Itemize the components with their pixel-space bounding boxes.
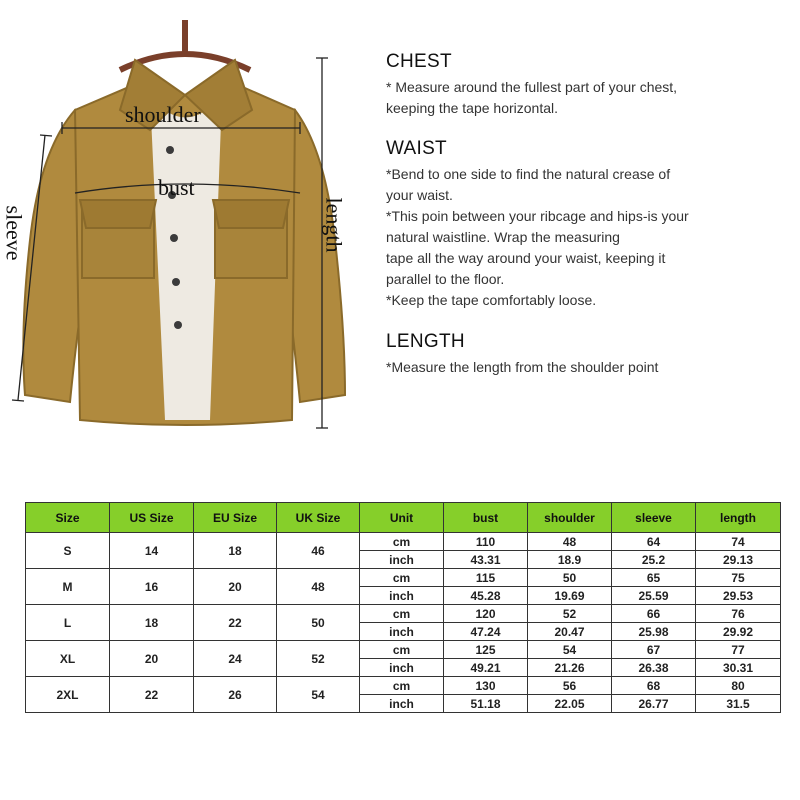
sleeve-cell: 65: [612, 569, 696, 587]
us-size-cell: 20: [110, 641, 194, 677]
bust-cell: 47.24: [444, 623, 528, 641]
header-size: Size: [26, 503, 110, 533]
chest-line: keeping the tape horizontal.: [386, 100, 559, 116]
unit-cell: inch: [360, 659, 444, 677]
waist-line: *Keep the tape comfortably loose.: [386, 292, 597, 308]
length-line: *Measure the length from the shoulder point: [386, 359, 659, 375]
waist-line: parallel to the floor.: [386, 271, 505, 287]
size-cell: M: [26, 569, 110, 605]
uk-size-cell: 46: [277, 533, 360, 569]
header-shoulder: shoulder: [528, 503, 612, 533]
shoulder-cell: 19.69: [528, 587, 612, 605]
unit-cell: inch: [360, 587, 444, 605]
unit-cell: cm: [360, 605, 444, 623]
unit-cell: cm: [360, 677, 444, 695]
jacket-illustration: [0, 0, 370, 450]
waist-line: your waist.: [386, 187, 453, 203]
sleeve-cell: 66: [612, 605, 696, 623]
length-cell: 31.5: [696, 695, 781, 713]
header-bust: bust: [444, 503, 528, 533]
bust-cell: 110: [444, 533, 528, 551]
shoulder-cell: 18.9: [528, 551, 612, 569]
bust-label: bust: [158, 175, 195, 200]
bust-cell: 45.28: [444, 587, 528, 605]
table-row: [26, 569, 781, 587]
sleeve-cell: 68: [612, 677, 696, 695]
unit-cell: inch: [360, 551, 444, 569]
sleeve-cell: 67: [612, 641, 696, 659]
header-unit: Unit: [360, 503, 444, 533]
size-cell: S: [26, 533, 110, 569]
waist-title: WAIST: [386, 138, 447, 159]
table-row: [26, 677, 781, 695]
shoulder-cell: 56: [528, 677, 612, 695]
shoulder-cell: 20.47: [528, 623, 612, 641]
chest-line: * Measure around the fullest part of your chest,: [386, 79, 678, 95]
jacket-image: [0, 0, 370, 450]
waist-line: *Bend to one side to find the natural crease of: [386, 166, 671, 182]
header-uk-size: UK Size: [277, 503, 360, 533]
bust-cell: 115: [444, 569, 528, 587]
eu-size-cell: 26: [194, 677, 277, 713]
bust-cell: 49.21: [444, 659, 528, 677]
sleeve-cell: 25.98: [612, 623, 696, 641]
length-cell: 77: [696, 641, 781, 659]
header-us-size: US Size: [110, 503, 194, 533]
size-cell: XL: [26, 641, 110, 677]
table-row: [26, 605, 781, 623]
chest-instructions: [386, 51, 786, 119]
uk-size-cell: 54: [277, 677, 360, 713]
bust-cell: 120: [444, 605, 528, 623]
header-sleeve: sleeve: [612, 503, 696, 533]
table-header-row: [26, 503, 781, 533]
shoulder-cell: 22.05: [528, 695, 612, 713]
table-row: [26, 533, 781, 551]
eu-size-cell: 18: [194, 533, 277, 569]
uk-size-cell: 50: [277, 605, 360, 641]
eu-size-cell: 22: [194, 605, 277, 641]
header-length: length: [696, 503, 781, 533]
length-cell: 29.13: [696, 551, 781, 569]
us-size-cell: 14: [110, 533, 194, 569]
size-cell: 2XL: [26, 677, 110, 713]
waist-line: natural waistline. Wrap the measuring: [386, 229, 620, 245]
size-cell: L: [26, 605, 110, 641]
uk-size-cell: 52: [277, 641, 360, 677]
waist-line: tape all the way around your waist, keeping it: [386, 250, 666, 266]
shoulder-label: shoulder: [125, 102, 201, 127]
us-size-cell: 18: [110, 605, 194, 641]
length-cell: 74: [696, 533, 781, 551]
eu-size-cell: 20: [194, 569, 277, 605]
bust-cell: 130: [444, 677, 528, 695]
table-row: [26, 641, 781, 659]
shoulder-cell: 52: [528, 605, 612, 623]
sleeve-cell: 64: [612, 533, 696, 551]
length-cell: 80: [696, 677, 781, 695]
shoulder-cell: 50: [528, 569, 612, 587]
uk-size-cell: 48: [277, 569, 360, 605]
bust-cell: 51.18: [444, 695, 528, 713]
us-size-cell: 16: [110, 569, 194, 605]
length-cell: 76: [696, 605, 781, 623]
waist-instructions: [386, 138, 786, 311]
shoulder-cell: 54: [528, 641, 612, 659]
bust-cell: 125: [444, 641, 528, 659]
waist-line: *This poin between your ribcage and hips-is your: [386, 208, 689, 224]
length-cell: 75: [696, 569, 781, 587]
sleeve-cell: 25.59: [612, 587, 696, 605]
sleeve-label: sleeve: [1, 205, 27, 261]
shoulder-cell: 21.26: [528, 659, 612, 677]
length-title: LENGTH: [386, 331, 465, 352]
length-label: length: [321, 197, 347, 253]
length-cell: 29.53: [696, 587, 781, 605]
size-chart-table: [25, 502, 781, 713]
bust-cell: 43.31: [444, 551, 528, 569]
unit-cell: cm: [360, 533, 444, 551]
unit-cell: cm: [360, 569, 444, 587]
shoulder-cell: 48: [528, 533, 612, 551]
header-eu-size: EU Size: [194, 503, 277, 533]
length-cell: 29.92: [696, 623, 781, 641]
unit-cell: cm: [360, 641, 444, 659]
sleeve-cell: 26.38: [612, 659, 696, 677]
eu-size-cell: 24: [194, 641, 277, 677]
us-size-cell: 22: [110, 677, 194, 713]
sleeve-cell: 26.77: [612, 695, 696, 713]
unit-cell: inch: [360, 695, 444, 713]
chest-title: CHEST: [386, 51, 452, 72]
length-instructions: [386, 331, 786, 378]
sleeve-cell: 25.2: [612, 551, 696, 569]
unit-cell: inch: [360, 623, 444, 641]
length-cell: 30.31: [696, 659, 781, 677]
